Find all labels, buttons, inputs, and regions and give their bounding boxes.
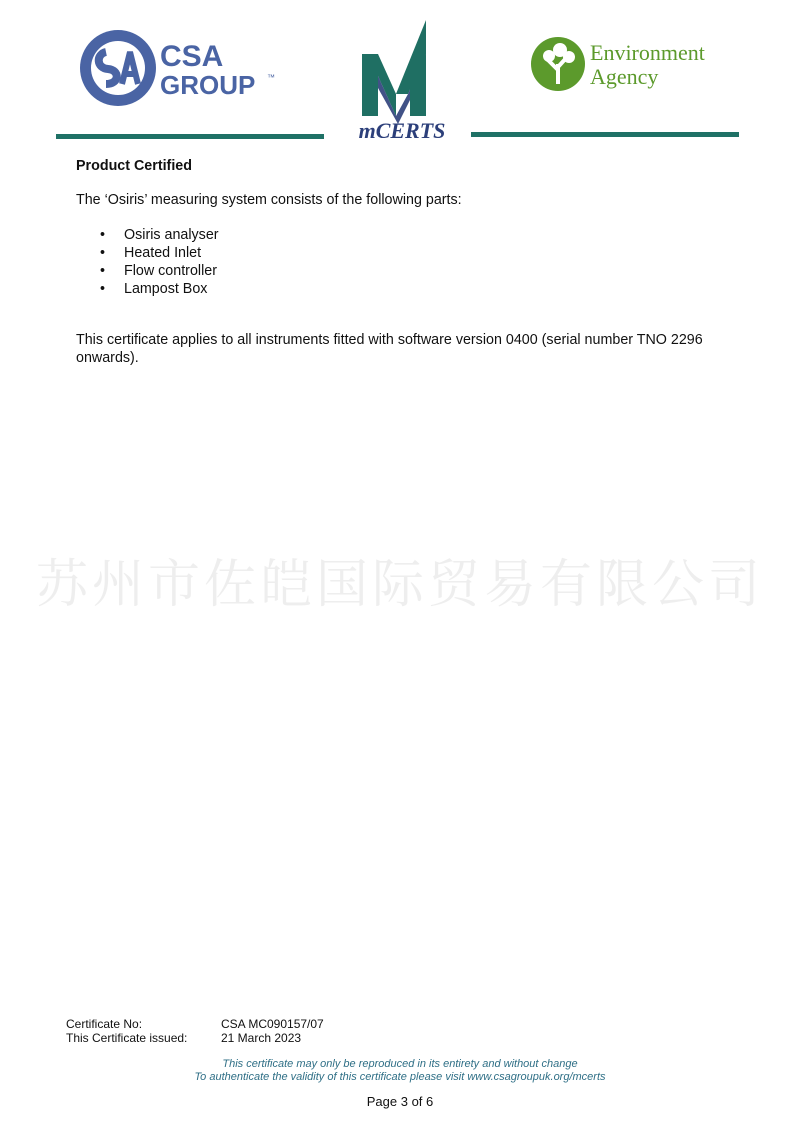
- environment-agency-logo: [530, 34, 730, 94]
- authentication-note: To authenticate the validity of this certificate please visit www.csagroupuk.org/mcerts: [194, 1071, 606, 1083]
- ea-logo-text-agency: Agency: [590, 64, 659, 89]
- certificate-issued-label: This Certificate issued:: [66, 1031, 188, 1045]
- certificate-number-label: Certificate No:: [66, 1017, 143, 1031]
- list-item: • Osiris analyser: [76, 226, 219, 244]
- mcerts-logo-text: mCERTS: [358, 118, 446, 143]
- reproduction-note: This certificate may only be reproduced in its entirety and without change: [222, 1058, 578, 1070]
- applicability-line-2: onwards).: [76, 350, 139, 366]
- certificate-number-value: CSA MC090157/07: [221, 1017, 324, 1031]
- header-rule-left: [56, 134, 324, 139]
- parts-list: [76, 226, 219, 298]
- csa-logo-text-group: GROUP: [160, 70, 256, 100]
- mcerts-logo: [332, 14, 472, 146]
- applicability-line-1: This certificate applies to all instruments fitted with software version 0400 (serial number TNO 2296: [76, 332, 703, 348]
- list-item: • Flow controller: [76, 262, 219, 280]
- certificate-issued-value: 21 March 2023: [221, 1031, 302, 1045]
- page-number: Page 3 of 6: [366, 1094, 434, 1109]
- csa-group-logo: [76, 22, 286, 114]
- list-item: • Heated Inlet: [76, 244, 219, 262]
- applicability-paragraph: [76, 331, 736, 367]
- section-heading: Product Certified: [76, 158, 192, 174]
- watermark: 苏州市佐皑国际贸易有限公司: [35, 555, 764, 615]
- intro-text: The ‘Osiris’ measuring system consists of the following parts:: [76, 192, 462, 208]
- header-rule-right: [471, 132, 739, 137]
- list-item: • Lampost Box: [76, 280, 219, 298]
- csa-logo-tm: ™: [267, 73, 275, 82]
- ea-logo-text-environment: Environment: [590, 40, 705, 65]
- csa-logo-text-csa: CSA: [160, 40, 224, 73]
